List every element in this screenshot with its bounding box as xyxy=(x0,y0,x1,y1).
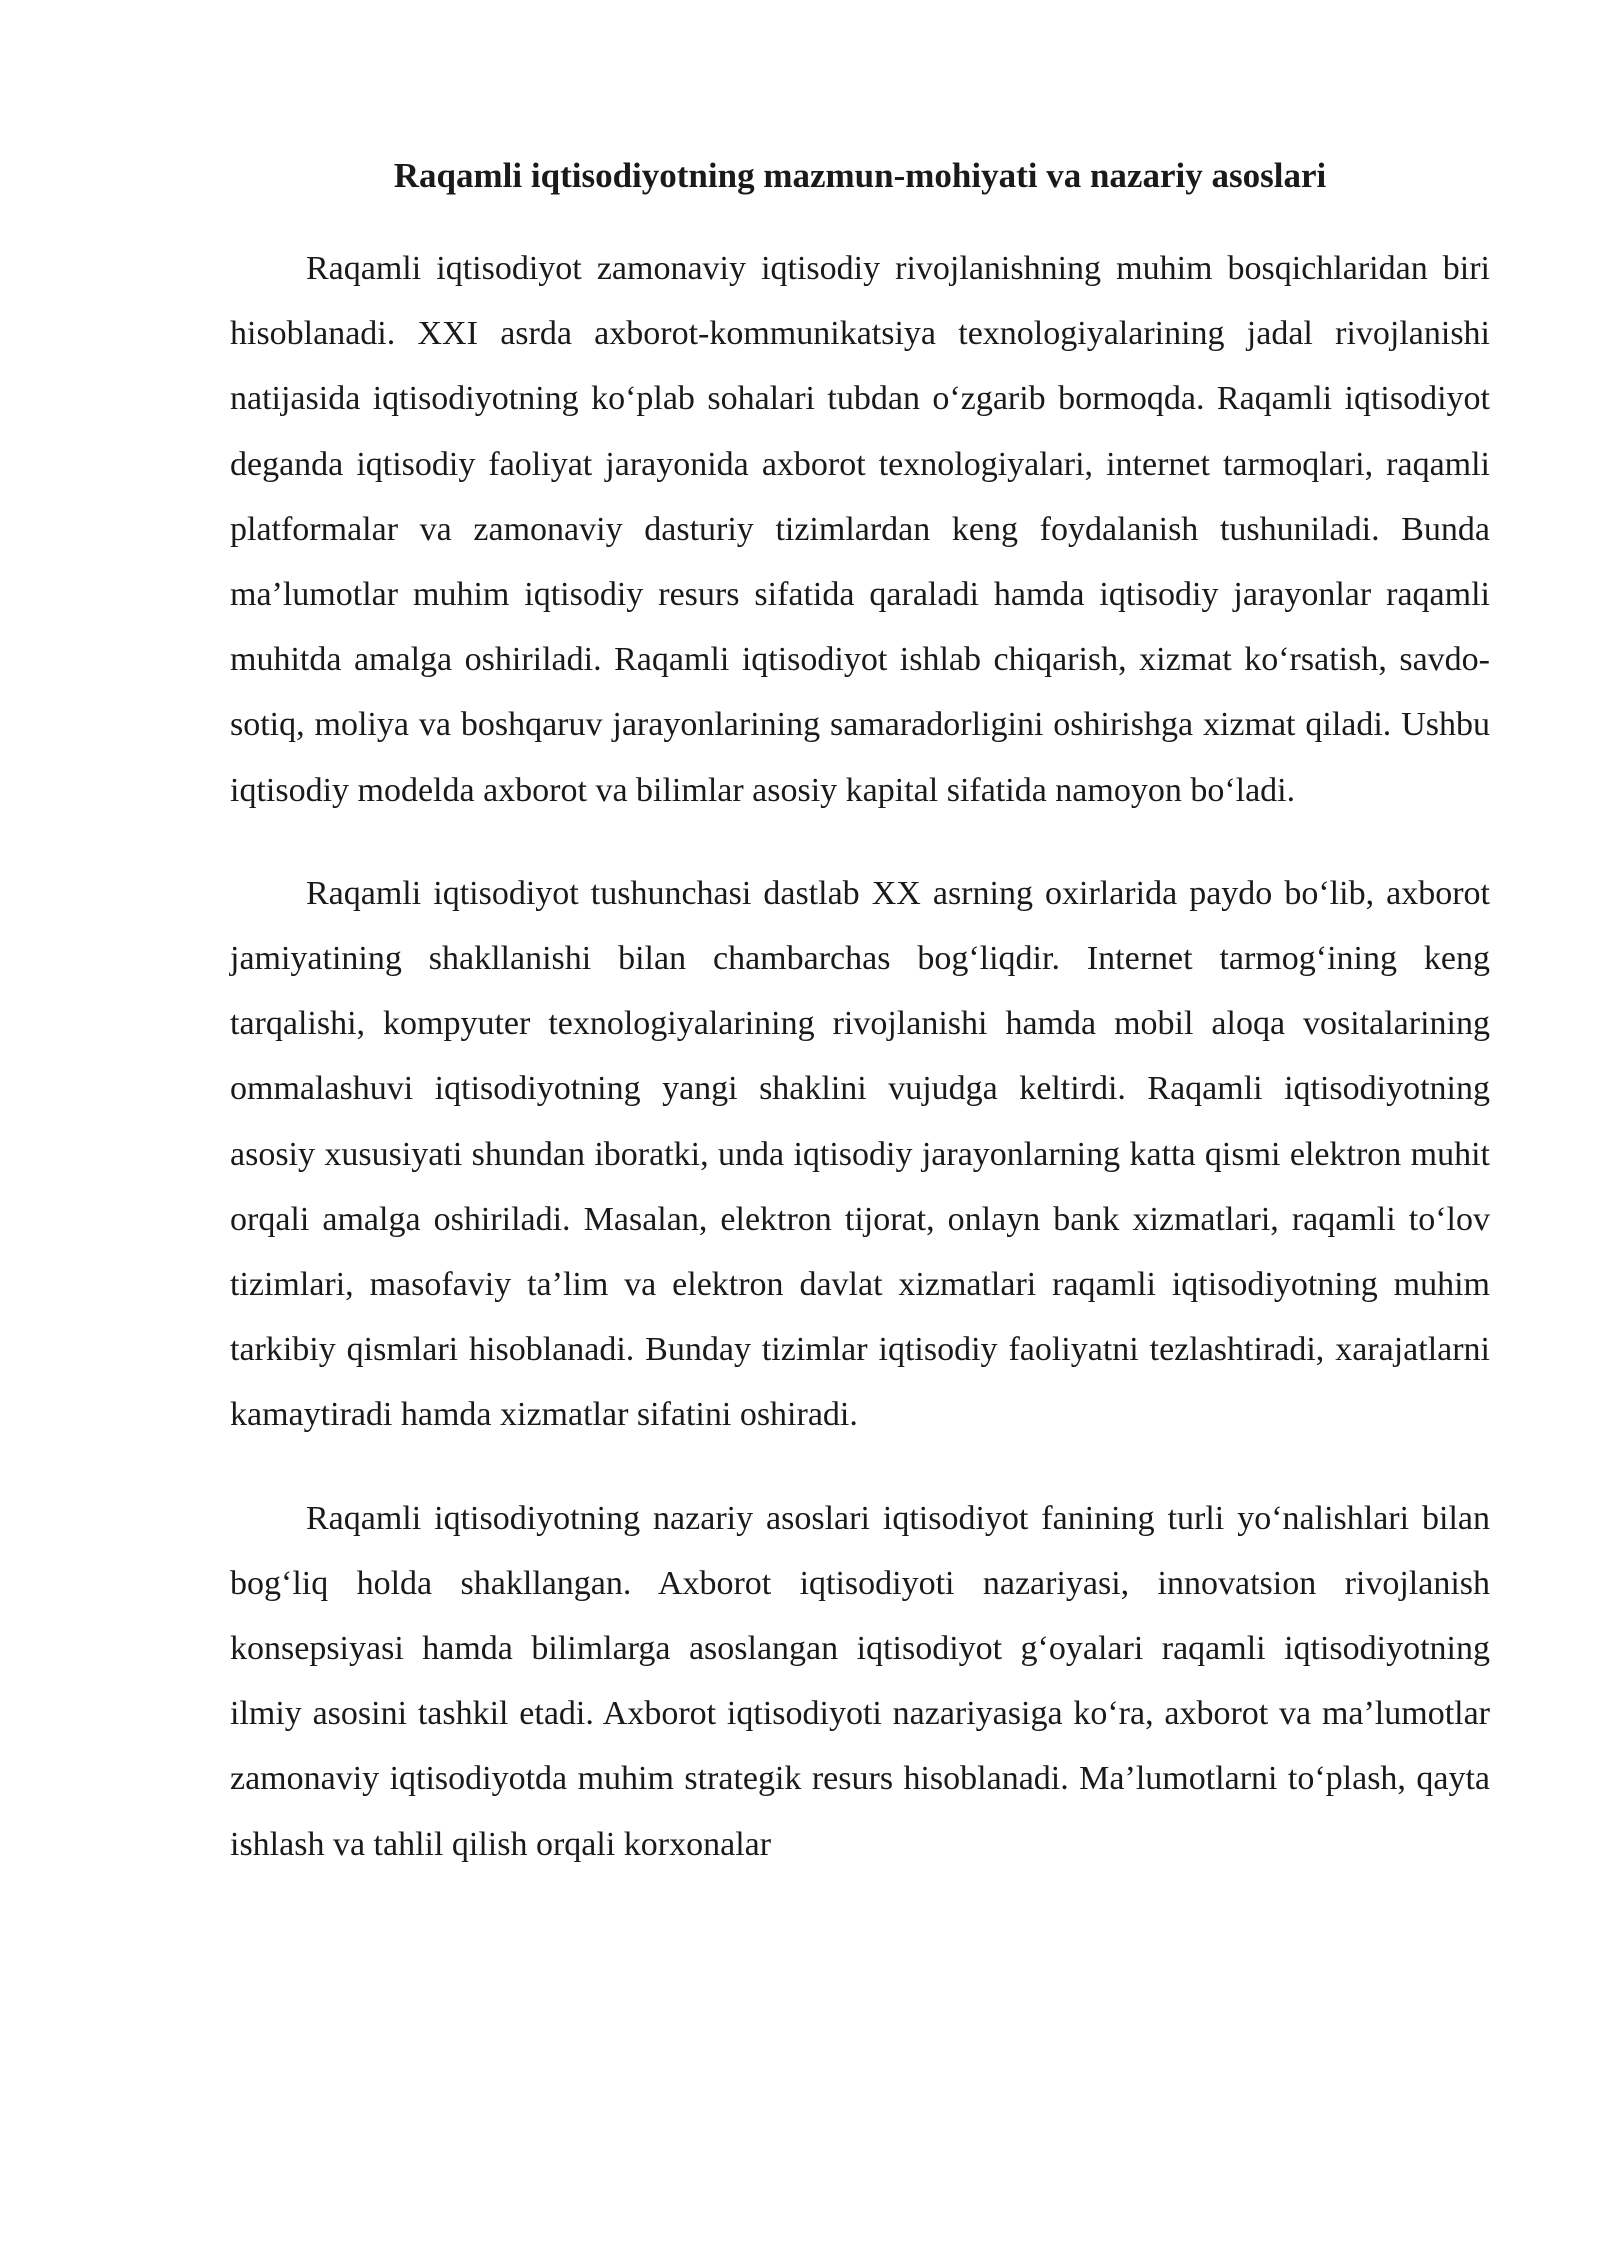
document-title: Raqamli iqtisodiyotning mazmun-mohiyati va nazariy asoslari xyxy=(393,156,1327,195)
paragraph-3: Raqamli iqtisodiyotning nazariy asoslari iqtisodiyot fanining turli yo‘nalishlari bilan bog‘liq holda shakllangan. Axborot iqtisodiyoti nazariyasi, innovatsion rivojlanish konsepsiyasi hamda bilimlarga asoslangan iqtisodiyot g‘oyalari raqamli iqtisodiyotning ilmiy asosini tashkil etadi. Axborot iqtisodiyoti nazariyasiga ko‘ra, axborot va ma’lumotlar zamonaviy iqtisodiyotda muhim strategik resurs hisoblanadi. Ma’lumotlarni to‘plash, qayta ishlash va tahlil qilish orqali korxonalar xyxy=(230,1499,1490,1863)
paragraph-2: Raqamli iqtisodiyot tushunchasi dastlab XX asrning oxirlarida paydo bo‘lib, axborot jamiyatining shakllanishi bilan chambarchas bog‘liqdir. Internet tarmog‘ining keng tarqalishi, kompyuter texnologiyalarining rivojlanishi hamda mobil aloqa vositalarining ommalashuvi iqtisodiyotning yangi shaklini vujudga keltirdi. Raqamli iqtisodiyotning asosiy xususiyati shundan iboratki, unda iqtisodiy jarayonlarning katta qismi elektron muhit orqali amalga oshiriladi. Masalan, elektron tijorat, onlayn bank xizmatlari, raqamli to‘lov tizimlari, masofaviy ta’lim va elektron davlat xizmatlari raqamli iqtisodiyotning muhim tarkibiy qismlari hisoblanadi. Bunday tizimlar iqtisodiy faoliyatni tezlashtiradi, xarajatlarni kamaytiradi hamda xizmatlar sifatini oshiradi. xyxy=(230,874,1490,1434)
paragraph-1: Raqamli iqtisodiyot zamonaviy iqtisodiy rivojlanishning muhim bosqichlaridan biri hisoblanadi. XXI asrda axborot-kommunikatsiya texnologiyalarining jadal rivojlanishi natijasida iqtisodiyotning ko‘plab sohalari tubdan o‘zgarib bormoqda. Raqamli iqtisodiyot deganda iqtisodiy faoliyat jarayonida axborot texnologiyalari, internet tarmoqlari, raqamli platformalar va zamonaviy dasturiy tizimlardan keng foydalanish tushuniladi. Bunda ma’lumotlar muhim iqtisodiy resurs sifatida qaraladi hamda iqtisodiy jarayonlar raqamli muhitda amalga oshiriladi. Raqamli iqtisodiyot ishlab chiqarish, xizmat ko‘rsatish, savdo-sotiq, moliya va boshqaruv jarayonlarining samaradorligini oshirishga xizmat qiladi. Ushbu iqtisodiy modelda axborot va bilimlar asosiy kapital sifatida namoyon bo‘ladi. xyxy=(230,250,1490,809)
